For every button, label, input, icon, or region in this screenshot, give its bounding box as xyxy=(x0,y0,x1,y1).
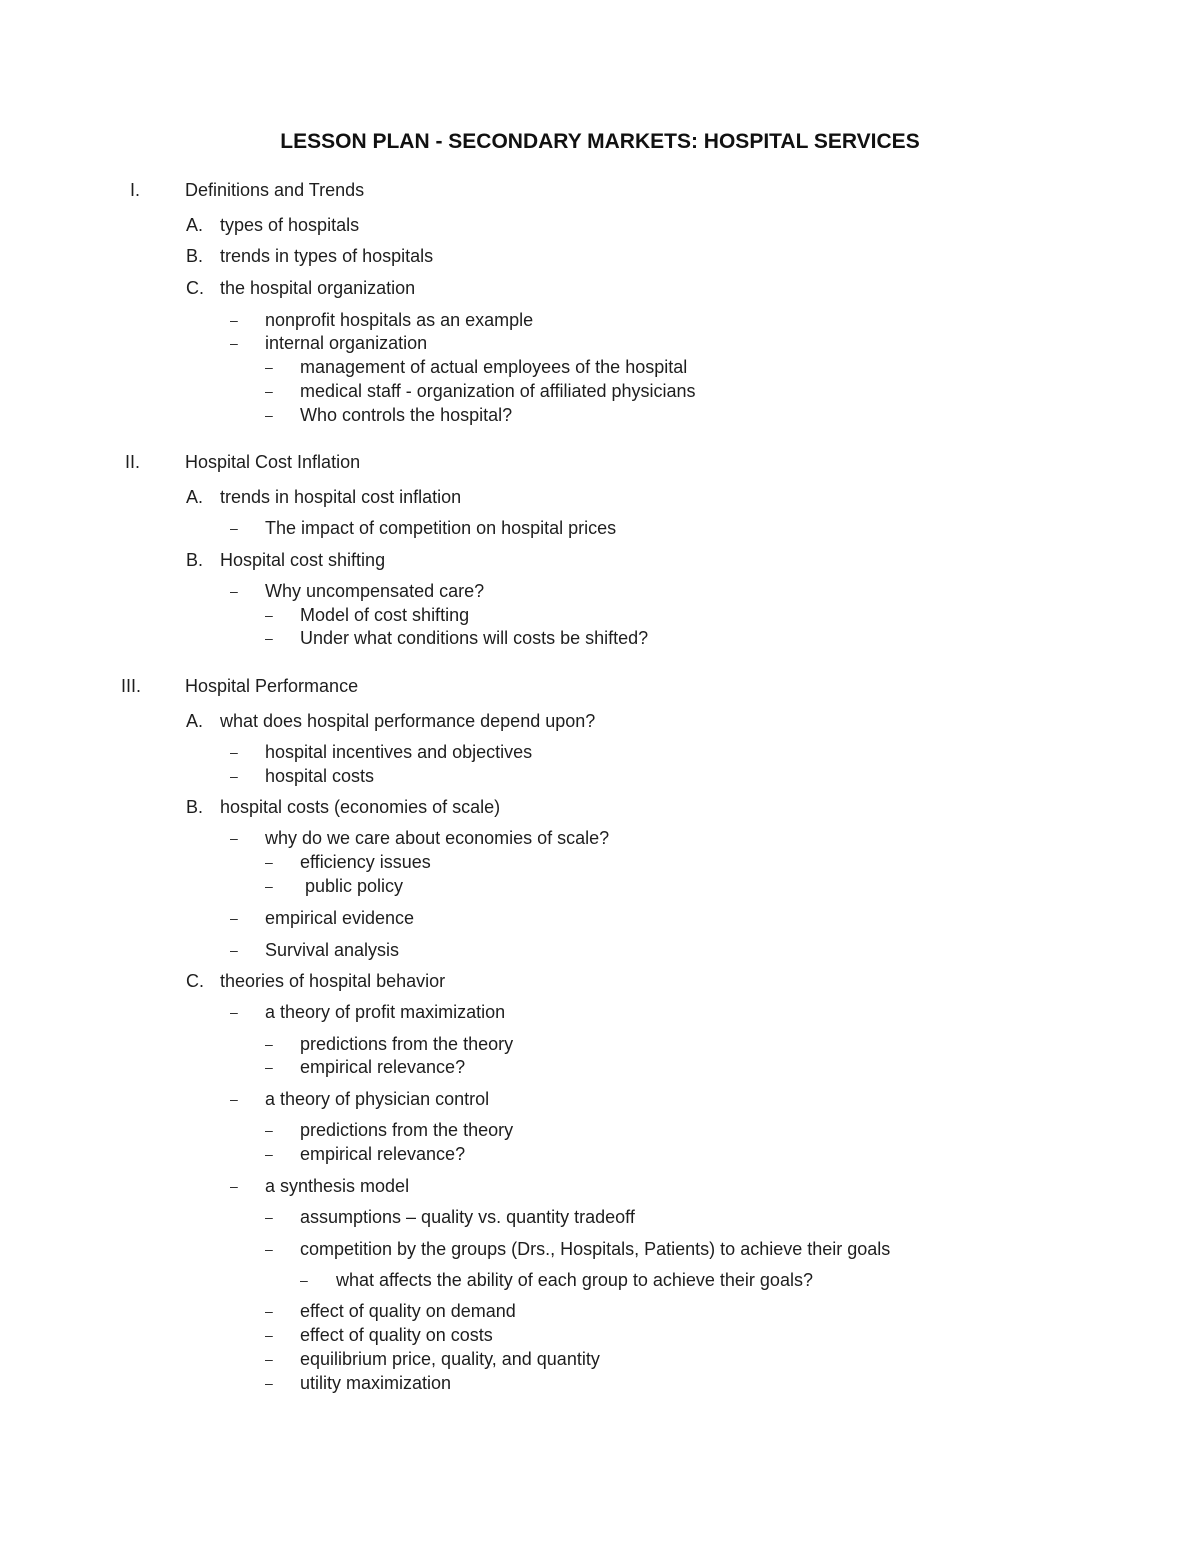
line-text: effect of quality on demand xyxy=(300,1301,516,1321)
line-text: hospital costs (economies of scale) xyxy=(220,797,501,817)
dash-bullet: – xyxy=(230,1004,238,1020)
line-text: Hospital cost shifting xyxy=(220,550,386,570)
line-text: empirical evidence xyxy=(265,908,415,928)
dash-bullet: – xyxy=(230,520,238,536)
dash-bullet: – xyxy=(230,1178,238,1194)
line-text: management of actual employees of the hospital xyxy=(300,357,688,377)
line-text: a theory of profit maximization xyxy=(265,1002,506,1022)
line-text: public policy xyxy=(300,876,404,896)
line-text: trends in hospital cost inflation xyxy=(220,487,462,507)
dash-bullet: – xyxy=(265,1375,273,1391)
dash-bullet: – xyxy=(230,312,238,328)
line-text: types of hospitals xyxy=(220,215,360,235)
line-text: empirical relevance? xyxy=(300,1144,466,1164)
dash-bullet: – xyxy=(265,854,273,870)
dash-bullet: – xyxy=(230,583,238,599)
outline-marker: C. xyxy=(186,278,204,298)
line-text: Hospital Cost Inflation xyxy=(185,452,361,472)
dash-bullet: – xyxy=(265,630,273,646)
dash-bullet: – xyxy=(265,1241,273,1257)
dash-bullet: – xyxy=(265,1122,273,1138)
dash-bullet: – xyxy=(230,1091,238,1107)
dash-bullet: – xyxy=(265,607,273,623)
line-text: a synthesis model xyxy=(265,1176,410,1196)
outline-marker: A. xyxy=(186,711,204,731)
line-text: trends in types of hospitals xyxy=(220,246,434,266)
line-text: Who controls the hospital? xyxy=(300,405,513,425)
dash-bullet: – xyxy=(300,1272,308,1288)
outline-marker: C. xyxy=(186,971,204,991)
dash-bullet: – xyxy=(265,1059,273,1075)
line-text: medical staff - organization of affiliated physicians xyxy=(300,381,696,401)
outline-marker: III. xyxy=(121,676,142,696)
dash-bullet: – xyxy=(265,1036,273,1052)
line-text: efficiency issues xyxy=(300,852,431,872)
line-text: Model of cost shifting xyxy=(300,605,470,625)
line-text: Why uncompensated care? xyxy=(265,581,485,601)
line-text: empirical relevance? xyxy=(300,1057,466,1077)
dash-bullet: – xyxy=(265,1209,273,1225)
line-text: theories of hospital behavior xyxy=(220,971,446,991)
line-text: predictions from the theory xyxy=(300,1120,514,1140)
line-text: Definitions and Trends xyxy=(185,180,365,200)
line-text: hospital incentives and objectives xyxy=(265,742,533,762)
dash-bullet: – xyxy=(230,910,238,926)
dash-bullet: – xyxy=(265,359,273,375)
dash-bullet: – xyxy=(265,383,273,399)
outline-marker: II. xyxy=(125,452,141,472)
line-text: what affects the ability of each group to achieve their goals? xyxy=(336,1270,813,1290)
line-text: utility maximization xyxy=(300,1373,452,1393)
line-text: effect of quality on costs xyxy=(300,1325,493,1345)
line-text: why do we care about economies of scale? xyxy=(265,828,610,848)
line-text: Hospital Performance xyxy=(185,676,359,696)
dash-bullet: – xyxy=(230,942,238,958)
line-text: predictions from the theory xyxy=(300,1034,514,1054)
line-text: nonprofit hospitals as an example xyxy=(265,310,534,330)
line-text: competition by the groups (Drs., Hospitals, Patients) to achieve their goals xyxy=(300,1239,891,1259)
line-text: internal organization xyxy=(265,333,428,353)
dash-bullet: – xyxy=(265,1351,273,1367)
dash-bullet: – xyxy=(265,878,273,894)
outline-marker: B. xyxy=(186,550,204,570)
dash-bullet: – xyxy=(230,335,238,351)
line-text: equilibrium price, quality, and quantity xyxy=(300,1349,600,1369)
line-text: The impact of competition on hospital prices xyxy=(265,518,617,538)
outline-marker: I. xyxy=(130,180,141,200)
dash-bullet: – xyxy=(265,1146,273,1162)
outline-marker: B. xyxy=(186,246,204,266)
dash-bullet: – xyxy=(230,768,238,784)
page-title: LESSON PLAN - SECONDARY MARKETS: HOSPITAL SERVICES xyxy=(280,130,920,153)
line-text: Survival analysis xyxy=(265,940,400,960)
line-text: a theory of physician control xyxy=(265,1089,490,1109)
dash-bullet: – xyxy=(265,1303,273,1319)
dash-bullet: – xyxy=(265,407,273,423)
line-text: what does hospital performance depend upon? xyxy=(220,711,596,731)
line-text: Under what conditions will costs be shifted? xyxy=(300,628,649,648)
line-text: hospital costs xyxy=(265,766,375,786)
line-text: the hospital organization xyxy=(220,278,416,298)
dash-bullet: – xyxy=(265,1327,273,1343)
dash-bullet: – xyxy=(230,830,238,846)
outline-marker: B. xyxy=(186,797,204,817)
outline-marker: A. xyxy=(186,215,204,235)
line-text: assumptions – quality vs. quantity tradeoff xyxy=(300,1207,635,1227)
outline-marker: A. xyxy=(186,487,204,507)
dash-bullet: – xyxy=(230,744,238,760)
